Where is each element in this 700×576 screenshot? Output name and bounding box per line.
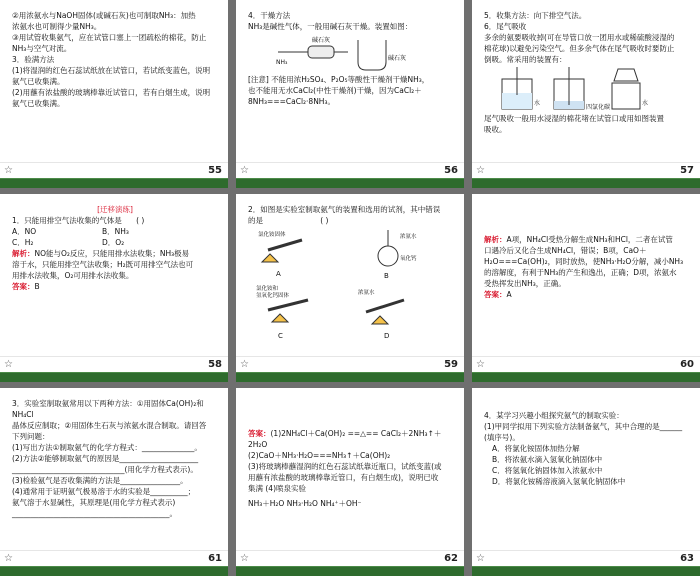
text-line: 也不能用无水CaCl₂(中性干燥剂)干燥，因为CaCl₂＋ xyxy=(248,86,422,95)
text-line: 集满 (4)喷泉实验 xyxy=(248,484,307,493)
text-line: 吸收。 xyxy=(484,125,507,134)
option-d: D．O₂ xyxy=(102,238,125,247)
text-line: (1)写出方法①制取氨气的化学方程式：______________。 xyxy=(12,443,202,452)
slide-62[interactable] xyxy=(236,388,464,576)
page-number: 55 xyxy=(208,165,222,176)
answer-label: 答案： xyxy=(248,429,271,438)
text-line: D．将氯化铵稀溶液滴入氢氧化钠固体中 xyxy=(492,477,626,486)
option-b: B．NH₃ xyxy=(102,227,129,236)
text-line: 氨气已收集满。 xyxy=(12,77,65,86)
text-line: (3)检验氨气是否收集满的方法是________________。 xyxy=(12,476,188,485)
text-line: (2)CaO＋NH₃·H₂O===NH₃↑＋Ca(OH)₂ xyxy=(248,451,391,460)
text-line: 8NH₃===CaCl₂·8NH₃。 xyxy=(248,97,335,106)
test-tube-a xyxy=(268,240,302,250)
slide-55[interactable] xyxy=(0,0,228,188)
slide-footer xyxy=(472,162,700,179)
ccl4-label: 四氯化碳 xyxy=(586,104,611,111)
slide-bottom-bar xyxy=(0,178,228,188)
text-line: 浓氨水也可制得少量NH₃。 xyxy=(12,22,102,31)
answer-blank: ( ) xyxy=(320,216,329,225)
slide-56[interactable] xyxy=(236,0,464,188)
text-line: 5．收集方法：向下排空气法。 xyxy=(484,11,587,20)
slide-text xyxy=(484,10,690,135)
label-b2: 氧化钙 xyxy=(400,256,417,262)
text-line: (填序号)。 xyxy=(484,433,520,442)
slide-bottom-bar xyxy=(472,178,700,188)
slide-footer xyxy=(472,550,700,567)
text-line: A．将氯化铵固体加热分解 xyxy=(492,444,580,453)
slide-60[interactable] xyxy=(472,194,700,382)
burner-d xyxy=(372,316,388,324)
text-line: (1)甲同学拟用下列实验方法制备氨气，其中合理的是______ xyxy=(484,422,683,431)
option-a: A．NO xyxy=(12,227,37,236)
nav-icon[interactable]: ☆ xyxy=(4,553,13,564)
page-number: 57 xyxy=(680,165,694,176)
slide-61[interactable] xyxy=(0,388,228,576)
label-a1: 氯化铵固体 xyxy=(258,232,286,238)
nav-icon[interactable]: ☆ xyxy=(4,359,13,370)
page-number: 61 xyxy=(208,553,222,564)
text-line: (4)通常用于证明氨气极易溶于水的实验是__________； xyxy=(12,487,196,496)
slide-text xyxy=(484,234,690,300)
text-line: H₂O===Ca(OH)₂，同时放热，使NH₃·H₂O分解，减小NH₃ xyxy=(484,257,684,266)
text-line: (1)将湿润的红色石蕊试纸放在试管口，若试纸变蓝色，说明 xyxy=(12,66,211,75)
slide-58[interactable] xyxy=(0,194,228,382)
test-tube-c xyxy=(268,300,308,310)
option-label-a: A xyxy=(276,270,281,278)
slide-text xyxy=(484,410,690,487)
text-line: 晶体反应制取；②用固体生石灰与浓氨水混合制取。请回答 xyxy=(12,421,207,430)
u-tube-shape xyxy=(358,40,386,70)
text-line: NH₃是碱性气体，一般用碱石灰干燥。装置如图： xyxy=(248,22,413,31)
answer-label: 答案： xyxy=(12,282,35,291)
slide-bottom-bar xyxy=(472,566,700,576)
option-label-c: C xyxy=(278,332,283,340)
text-line: ③用试管收集氨气，应在试管口塞上一团疏松的棉花，防止 xyxy=(12,33,207,42)
text-line: 溶于水，只能用排空气法收集；H₂既可用排空气法也可 xyxy=(12,260,194,269)
text-line: 氨气溶于水显碱性，其原理是(用化学方程式表示) xyxy=(12,498,176,507)
slide-bottom-bar xyxy=(0,372,228,382)
label-b1: 浓氨水 xyxy=(400,234,417,240)
slide-63[interactable] xyxy=(472,388,700,576)
text-line: 6．尾气吸收 xyxy=(484,22,527,31)
slide-footer xyxy=(236,356,464,373)
question-text: 1．只能用排空气法收集的气体是 xyxy=(12,216,122,225)
text-line: NH₃＋H₂O NH₃·H₂O NH₄⁺＋OH⁻ xyxy=(248,499,362,508)
slide-footer xyxy=(0,550,228,567)
water-label: 水 xyxy=(534,100,541,107)
question-line xyxy=(248,215,454,226)
text-line: 尾气吸收一般用水浸湿的棉花堵在试管口或用如图装置 xyxy=(484,114,664,123)
option-c: C．H₂ xyxy=(12,238,34,247)
text-line: 多余的氨要吸收掉(可在导管口放一团用水或稀硫酸浸湿的 xyxy=(484,33,675,42)
text-line: 3．验满方法 xyxy=(12,55,55,64)
water-fill-1 xyxy=(502,93,532,109)
slide-footer xyxy=(0,356,228,373)
text-line: (2)方法②能够制取氨气的原因是_____________________ xyxy=(12,454,199,463)
analysis-text: A项，NH₄Cl受热分解生成NH₃和HCl，二者在试管 xyxy=(506,235,673,244)
absorption-apparatus-svg xyxy=(484,65,684,113)
page-number: 60 xyxy=(680,359,694,370)
analysis-text: NO能与O₂反应，只能用排水法收集；NH₃极易 xyxy=(34,249,190,258)
page-number: 56 xyxy=(444,165,458,176)
text-line: B．将浓氨水滴入氢氧化钠固体中 xyxy=(492,455,603,464)
slide-footer xyxy=(0,162,228,179)
text-line: 4．干燥方法 xyxy=(248,11,291,20)
slide-text xyxy=(12,204,218,292)
drying-apparatus-svg xyxy=(248,32,448,74)
text-line: 口遇冷后又化合生成NH₄Cl，错误；B项，CaO＋ xyxy=(484,246,647,255)
page-number: 58 xyxy=(208,359,222,370)
label-c2: 氢氧化钙固体 xyxy=(256,293,290,299)
text-line: NH₃与空气对流。 xyxy=(12,44,72,53)
text-line: 用蘸有浓盐酸的玻璃棒靠近管口，有白烟生成)，说明已收 xyxy=(248,473,439,482)
slide-text xyxy=(12,10,218,109)
nav-icon[interactable]: ☆ xyxy=(476,553,485,564)
answer-line xyxy=(248,428,454,450)
absorption-apparatus-figure xyxy=(484,65,690,113)
text-line: 受热挥发出NH₃，正确。 xyxy=(484,279,566,288)
slide-bottom-bar xyxy=(236,566,464,576)
answer-line xyxy=(12,281,218,292)
nav-icon[interactable]: ☆ xyxy=(476,359,485,370)
answer-value: A xyxy=(506,290,512,299)
slide-footer xyxy=(472,356,700,373)
question-line xyxy=(12,215,218,226)
slide-footer xyxy=(236,550,464,567)
text-line: 的溶解度，有利于NH₃的产生和逸出，正确；D项，浓氨水 xyxy=(484,268,677,277)
slide-bottom-bar xyxy=(236,372,464,382)
slide-bottom-bar xyxy=(0,566,228,576)
text-line: 棉花球)以避免污染空气。但多余气体在尾气吸收时要防止 xyxy=(484,44,675,53)
page-number: 59 xyxy=(444,359,458,370)
options-row xyxy=(12,237,218,248)
text-line: 2．如图是实验室制取氨气的装置和选用的试剂，其中错误 xyxy=(248,205,441,214)
text-line: (2)用蘸有浓盐酸的玻璃棒靠近试管口，若有白烟生成，说明 xyxy=(12,88,211,97)
test-tube-d xyxy=(366,300,404,312)
slide-text xyxy=(248,204,454,344)
text-line: [注意] 不能用浓H₂SO₄、P₂O₅等酸性干燥剂干燥NH₃， xyxy=(248,75,430,84)
text-line: ②用浓氨水与NaOH固体(或碱石灰)也可制取NH₃：加热 xyxy=(12,11,196,20)
nav-icon[interactable]: ☆ xyxy=(240,359,249,370)
text-line: ______________________________(用化学方程式表示)。 xyxy=(12,465,198,474)
slide-footer xyxy=(236,162,464,179)
section-tag: [迁移演练] xyxy=(97,205,133,214)
nav-icon[interactable]: ☆ xyxy=(476,165,485,176)
funnel-shape xyxy=(614,69,638,81)
analysis-line xyxy=(12,248,218,259)
answer-line xyxy=(484,289,690,300)
answer-text: (1)2NH₄Cl＋Ca(OH)₂ ==△== CaCl₂＋2NH₃↑＋2H₂O xyxy=(248,429,442,449)
slide-text xyxy=(248,428,454,509)
drying-apparatus-figure xyxy=(248,32,454,74)
analysis-label: 解析： xyxy=(484,235,507,244)
lime-label-2: 碱石灰 xyxy=(388,55,407,62)
analysis-label: 解析： xyxy=(12,249,35,258)
slide-text xyxy=(248,10,454,107)
water-label-2: 水 xyxy=(642,100,649,107)
option-label-b: B xyxy=(384,272,389,280)
question-text: 的是 xyxy=(248,216,263,225)
slide-text xyxy=(12,398,218,519)
page-number: 62 xyxy=(444,553,458,564)
drying-tube-shape xyxy=(308,46,334,58)
burner-a xyxy=(262,254,278,262)
answer-value: B xyxy=(34,282,40,291)
nh3-label: NH₃ xyxy=(276,59,288,66)
nav-icon[interactable]: ☆ xyxy=(240,165,249,176)
text-line: 用排水法收集，O₂可用排水法收集。 xyxy=(12,271,134,280)
page-number: 63 xyxy=(680,553,694,564)
analysis-line xyxy=(484,234,690,245)
options-row xyxy=(12,226,218,237)
burner-c xyxy=(272,314,288,322)
text-line: 倒吸。常采用的装置有： xyxy=(484,55,567,64)
answer-label: 答案： xyxy=(484,290,507,299)
lime-label: 碱石灰 xyxy=(312,37,331,44)
slide-57[interactable] xyxy=(472,0,700,188)
apparatus-options-figure xyxy=(248,226,454,344)
text-line: C．将氢氧化钠固体加入浓氨水中 xyxy=(492,466,603,475)
text-line: 4．某学习兴趣小组探究氨气的制取实验： xyxy=(484,411,624,420)
text-line: __________________________________________。 xyxy=(12,509,177,518)
label-d1: 浓氨水 xyxy=(358,290,375,296)
text-line: 氨气已收集满。 xyxy=(12,99,65,108)
label-c1: 氯化铵和 xyxy=(256,286,279,292)
apparatus-options-svg xyxy=(248,226,454,344)
nav-icon[interactable]: ☆ xyxy=(4,165,13,176)
text-line: 3．实验室制取氨常用以下两种方法：①用固体Ca(OH)₂和NH₄Cl xyxy=(12,399,204,419)
option-label-d: D xyxy=(384,332,390,340)
beaker-3 xyxy=(612,83,640,109)
flask-b xyxy=(378,246,398,266)
slide-59[interactable] xyxy=(236,194,464,382)
slide-bottom-bar xyxy=(236,178,464,188)
text-line: 下列问题： xyxy=(12,432,50,441)
text-line: (3)将玻璃棒蘸湿润的红色石蕊试纸靠近瓶口，试纸变蓝(或 xyxy=(248,462,442,471)
nav-icon[interactable]: ☆ xyxy=(240,553,249,564)
answer-blank: ( ) xyxy=(136,216,145,225)
slide-bottom-bar xyxy=(472,372,700,382)
